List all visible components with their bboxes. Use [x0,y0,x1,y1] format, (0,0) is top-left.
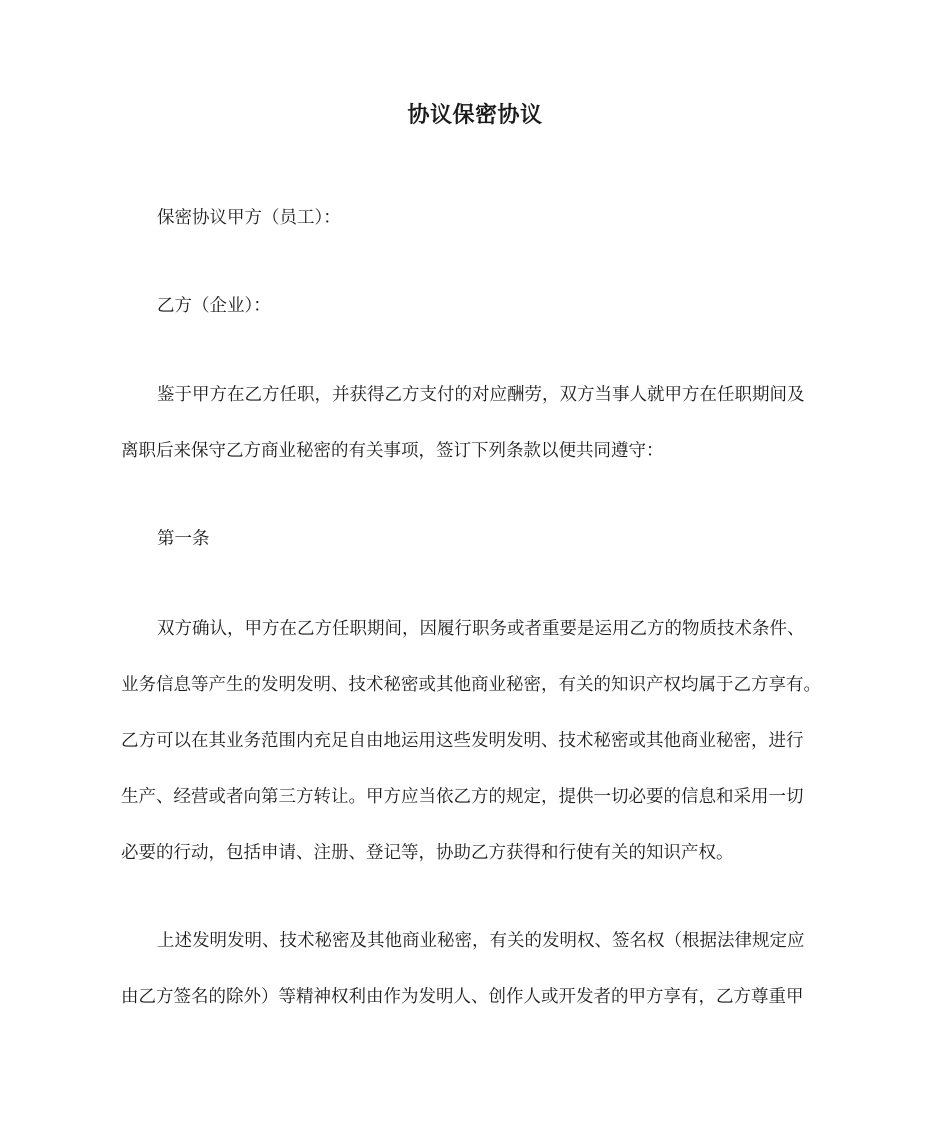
paragraph-line: 上述发明发明、技术秘密及其他商业秘密，有关的发明权、签名权（根据法律规定应 [157,931,805,951]
paragraph-line: 双方确认，甲方在乙方任职期间，因履行职务或者重要是运用乙方的物质技术条件、 [157,619,805,639]
paragraph-line: 生产、经营或者向第三方转让。甲方应当依乙方的规定，提供一切必要的信息和采用一切 [121,787,804,807]
paragraph-line: 必要的行动，包括申请、注册、登记等，协助乙方获得和行使有关的知识产权。 [121,843,734,863]
paragraph-line: 业务信息等产生的发明发明、技术秘密或其他商业秘密，有关的知识产权均属于乙方享有。 [121,675,821,695]
preamble-line: 离职后来保守乙方商业秘密的有关事项，签订下列条款以便共同遵守： [121,441,664,461]
article-heading: 第一条 [157,529,210,549]
document-title: 协议保密协议 [407,103,543,128]
preamble-line: 鉴于甲方在乙方任职，并获得乙方支付的对应酬劳，双方当事人就甲方在任职期间及 [157,385,805,405]
paragraph-line: 由乙方签名的除外）等精神权利由作为发明人、创作人或开发者的甲方享有，乙方尊重甲 [121,987,804,1007]
paragraph-line: 乙方可以在其业务范围内充足自由地运用这些发明发明、技术秘密或其他商业秘密，进行 [121,731,804,751]
party-b-line: 乙方（企业）： [157,296,271,316]
party-a-line: 保密协议甲方（员工）： [157,208,341,228]
